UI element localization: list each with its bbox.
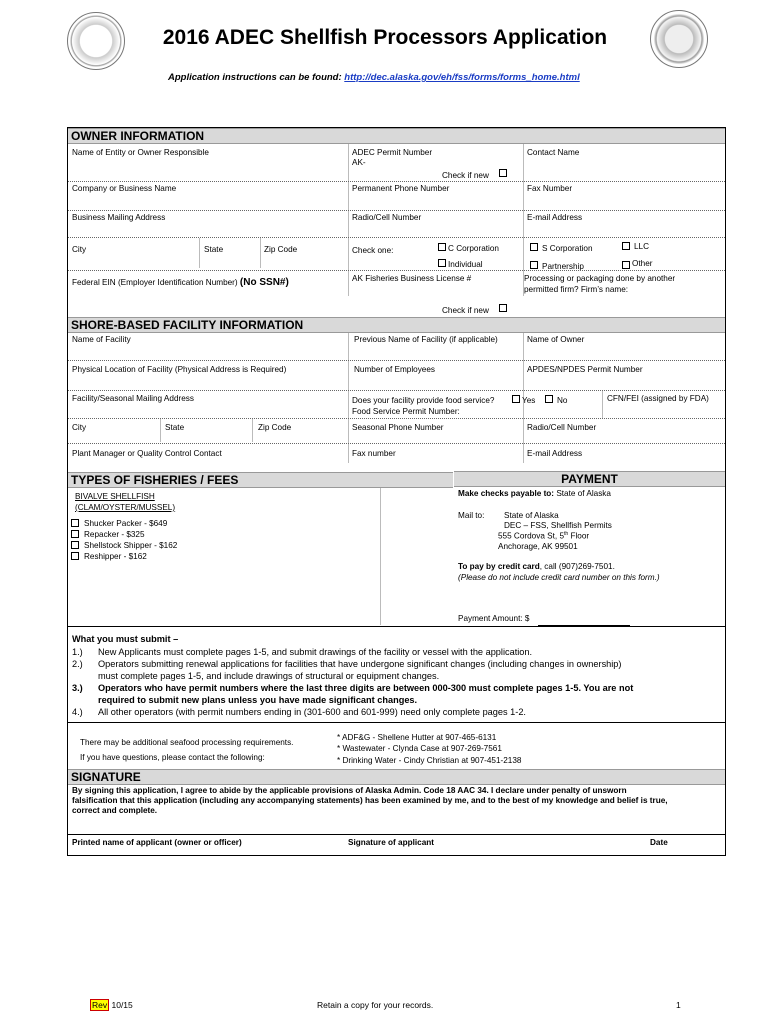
check-if-new-2-label: Check if new — [442, 306, 489, 315]
address-line: 555 Cordova St, 5 — [498, 531, 564, 541]
credit-card-note: (Please do not include credit card number on this form.) — [458, 573, 660, 582]
facility-section-heading: SHORE-BASED FACILITY INFORMATION — [68, 317, 725, 333]
previous-name-label: Previous Name of Facility (if applicable) — [354, 335, 498, 344]
revision-label — [90, 1000, 133, 1010]
payment-amount-label: Payment Amount: $ — [458, 614, 530, 623]
retain-note: Retain a copy for your records. — [317, 1000, 434, 1010]
facility-name-label: Name of Facility — [72, 335, 131, 344]
submit-item-text: required to submit new plans unless you have made significant changes. — [98, 695, 418, 705]
payment-section-heading: PAYMENT — [454, 471, 725, 487]
address-floor: Floor — [568, 531, 590, 541]
submit-item — [72, 659, 621, 669]
fisheries-section-heading: TYPES OF FISHERIES / FEES — [68, 472, 453, 488]
signature-statement-1: By signing this application, I agree to abide by the applicable provisions of Alaska Admin. Code 18 AAC 34. I declare under penalty of unsworn — [72, 786, 627, 795]
bivalve-label-2: (CLAM/OYSTER/MUSSEL) — [75, 503, 176, 512]
state-label: State — [204, 245, 224, 254]
s-corp-checkbox[interactable] — [530, 243, 538, 251]
credit-card-rest: , call (907)269-7501. — [539, 562, 615, 571]
submit-item-num: 3.) — [72, 683, 83, 693]
submit-item-text: must complete pages 1-5, and include drawings of structural or equipment changes. — [98, 671, 440, 681]
entity-name-label: Name of Entity or Owner Responsible — [72, 148, 209, 157]
email-label: E-mail Address — [527, 213, 583, 222]
contact-entry: * Wastewater - Clynda Case at 907-269-7561 — [337, 744, 502, 753]
ein-text: Federal EIN (Employer Identification Number) — [72, 278, 238, 287]
submit-heading: What you must submit – — [72, 634, 179, 644]
c-corp-label: C Corporation — [448, 244, 499, 253]
fishery-option: Repacker - $325 — [84, 530, 145, 539]
food-permit-label: Food Service Permit Number: — [352, 407, 460, 416]
submit-item-num: 4.) — [72, 707, 83, 717]
c-corp-checkbox[interactable] — [438, 243, 446, 251]
zip-label: Zip Code — [264, 245, 298, 254]
check-if-new-label: Check if new — [442, 171, 489, 180]
fisheries-license-label: AK Fisheries Business License # — [352, 274, 472, 283]
page-number: 1 — [676, 1000, 681, 1010]
submit-item-num: 2.) — [72, 659, 83, 669]
rev-date: 10/15 — [109, 1000, 133, 1010]
facility-email-label: E-mail Address — [527, 449, 583, 458]
ein-label — [72, 277, 289, 288]
signature-statement-2: falsification that this application (including any accompanying statements) has been examined by me, and to the best of my knowledge and belief is true, — [72, 796, 668, 805]
other-label: Other — [632, 259, 653, 268]
radio-cell-label: Radio/Cell Number — [352, 213, 422, 222]
signature-section-heading: SIGNATURE — [68, 769, 725, 785]
address-line: State of Alaska — [504, 511, 559, 520]
repacker-checkbox[interactable] — [71, 530, 79, 538]
page-title: 2016 ADEC Shellfish Processors Application — [162, 26, 608, 49]
seasonal-phone-label: Seasonal Phone Number — [352, 423, 444, 432]
llc-label: LLC — [634, 242, 650, 251]
company-name-label: Company or Business Name — [72, 184, 177, 193]
processing-by-other-label-2: permitted firm? Firm’s name: — [524, 285, 629, 294]
other-checkbox[interactable] — [622, 261, 630, 269]
no-ssn-note: (No SSN#) — [239, 277, 289, 288]
llc-checkbox[interactable] — [622, 242, 630, 250]
permanent-phone-label: Permanent Phone Number — [352, 184, 450, 193]
fax-number-label: Fax Number — [527, 184, 573, 193]
submit-item-text: New Applicants must complete pages 1-5, and submit drawings of the facility or vessel with the application. — [98, 647, 533, 657]
instructions-prefix: Application instructions can be found: — [168, 72, 345, 83]
signature-label: Signature of applicant — [348, 838, 434, 847]
signature-statement-3: correct and complete. — [72, 806, 158, 815]
food-service-question: Does your facility provide food service? — [352, 396, 495, 405]
apdes-label: APDES/NPDES Permit Number — [527, 365, 643, 374]
permit-prefix: AK- — [352, 158, 366, 167]
contacts-left-2: If you have questions, please contact the following: — [80, 753, 265, 762]
partnership-label: Partnership — [542, 262, 584, 271]
processing-by-other-label-1: Processing or packaging done by another — [524, 274, 676, 283]
cfn-label: CFN/FEI (assigned by FDA) — [607, 394, 709, 403]
credit-card-line — [458, 562, 615, 571]
facility-radio-cell-label: Radio/Cell Number — [527, 423, 597, 432]
shucker-packer-checkbox[interactable] — [71, 519, 79, 527]
owner-section-heading: OWNER INFORMATION — [68, 128, 725, 144]
instructions — [168, 72, 580, 83]
submit-item-text: Operators submitting renewal applications for facilities that have undergone significant changes (including changes in ownership) — [98, 659, 622, 669]
facility-fax-label: Fax number — [352, 449, 396, 458]
food-service-yes-checkbox[interactable] — [512, 395, 520, 403]
individual-label: Individual — [448, 260, 483, 269]
date-label: Date — [650, 838, 668, 847]
seasonal-address-label: Facility/Seasonal Mailing Address — [72, 394, 194, 403]
individual-checkbox[interactable] — [438, 259, 446, 267]
credit-card-bold: To pay by credit card — [458, 562, 540, 571]
payable-label: Make checks payable to: — [458, 489, 555, 498]
contacts-left-1: There may be additional seafood processing requirements. — [80, 738, 294, 747]
submit-item — [72, 647, 532, 657]
permit-number-label: ADEC Permit Number — [352, 148, 433, 157]
application-form — [67, 127, 726, 856]
submit-item-num: 1.) — [72, 647, 83, 657]
contact-entry: * ADF&G - Shellene Hutter at 907-465-6131 — [337, 733, 497, 742]
physical-location-label: Physical Location of Facility (Physical Address is Required) — [72, 365, 287, 374]
printed-name-label: Printed name of applicant (owner or officer) — [72, 838, 242, 847]
submit-item — [72, 683, 633, 693]
instructions-link[interactable]: http://dec.alaska.gov/eh/fss/forms/forms_home.html — [344, 72, 580, 83]
mail-to-label: Mail to: — [458, 511, 485, 520]
check-if-new-checkbox[interactable] — [499, 169, 507, 177]
check-one-label: Check one: — [352, 246, 394, 255]
facility-zip-label: Zip Code — [258, 423, 292, 432]
food-service-no-checkbox[interactable] — [545, 395, 553, 403]
address-superscript: th — [564, 531, 569, 537]
address-street — [498, 531, 589, 541]
address-line: Anchorage, AK 99501 — [498, 542, 578, 551]
owner-name-label: Name of Owner — [527, 335, 585, 344]
employees-label: Number of Employees — [354, 365, 435, 374]
payable-value: State of Alaska — [556, 489, 611, 498]
payable-to — [458, 489, 611, 498]
shellstock-shipper-checkbox[interactable] — [71, 541, 79, 549]
reshipper-checkbox[interactable] — [71, 552, 79, 560]
fishery-option: Reshipper - $162 — [84, 552, 147, 561]
submit-item — [72, 707, 526, 717]
food-service-yes-label: Yes — [522, 396, 536, 405]
check-if-new-2-checkbox[interactable] — [499, 304, 507, 312]
submit-item-text: Operators who have permit numbers where the last three digits are between 000-300 must complete pages 1-5. You are not — [98, 683, 634, 693]
submit-item-text: All other operators (with permit numbers ending in (301-600 and 601-999) need only complete pages 1-2. — [98, 707, 526, 717]
partnership-checkbox[interactable] — [530, 261, 538, 269]
fishery-option: Shucker Packer - $649 — [84, 519, 168, 528]
city-label: City — [72, 245, 87, 254]
s-corp-label: S Corporation — [542, 244, 593, 253]
address-line: DEC – FSS, Shellfish Permits — [504, 521, 612, 530]
facility-state-label: State — [165, 423, 185, 432]
plant-manager-label: Plant Manager or Quality Control Contact — [72, 449, 222, 458]
rev-highlight: Rev — [92, 1000, 108, 1010]
mailing-address-label: Business Mailing Address — [72, 213, 166, 222]
food-service-no-label: No — [557, 396, 568, 405]
contact-entry: * Drinking Water - Cindy Christian at 907-451-2138 — [337, 756, 522, 765]
contact-name-label: Contact Name — [527, 148, 580, 157]
bivalve-label-1: BIVALVE SHELLFISH — [75, 492, 155, 501]
fishery-option: Shellstock Shipper - $162 — [84, 541, 178, 550]
facility-city-label: City — [72, 423, 87, 432]
